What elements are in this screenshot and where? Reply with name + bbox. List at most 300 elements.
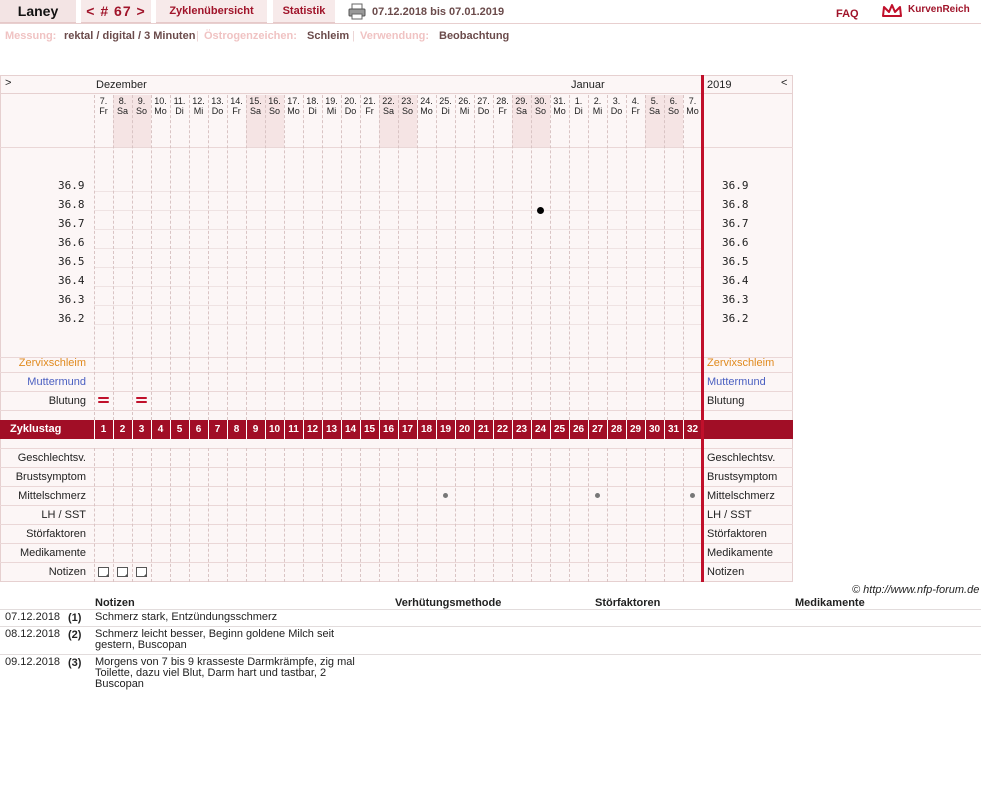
cycle-day-divider: [645, 420, 646, 439]
meta-label-estrogen: Östrogenzeichen:: [204, 30, 297, 42]
cycle-day-number[interactable]: 19: [439, 424, 452, 435]
table-row-note: Morgens von 7 bis 9 krasseste Darmkrämpfe, zig mal: [95, 656, 355, 668]
day-grid-line: [588, 448, 589, 582]
year-label: 2019: [707, 79, 732, 91]
day-grid-line: [151, 448, 152, 582]
cycle-day-number[interactable]: 2: [119, 424, 126, 435]
day-grid-line: [284, 95, 285, 420]
weekday: So: [401, 106, 413, 116]
day-number: 10.: [154, 96, 167, 106]
bleeding-mark[interactable]: [98, 397, 109, 399]
grid-row-line: [0, 391, 793, 392]
cycle-day-number[interactable]: 6: [195, 424, 202, 435]
meta-value-measurement: rektal / digital / 3 Minuten: [64, 30, 196, 42]
day-grid-line: [208, 448, 209, 582]
weekday: Sa: [249, 106, 261, 116]
temperature-label: 36.8: [58, 198, 85, 211]
weekday: Fr: [99, 106, 108, 116]
day-number: 12.: [192, 96, 205, 106]
day-grid-line: [569, 448, 570, 582]
day-number: 2.: [593, 96, 602, 106]
day-grid-line: [170, 448, 171, 582]
day-grid-line: [455, 448, 456, 582]
cycle-number[interactable]: < # 67 >: [86, 3, 146, 19]
day-grid-line: [227, 448, 228, 582]
day-number: 11.: [173, 96, 186, 106]
day-label: [569, 96, 588, 116]
cycle-day-number[interactable]: 20: [458, 424, 471, 435]
day-grid-line: [569, 95, 570, 420]
cycle-nav[interactable]: [81, 0, 151, 23]
weekday: Fr: [232, 106, 241, 116]
day-number: 28.: [496, 96, 509, 106]
day-grid-line: [512, 95, 513, 420]
row-label-medication-right: Medikamente: [707, 547, 774, 559]
cycle-day-divider: [607, 420, 608, 439]
cycle-day-divider: [360, 420, 361, 439]
cycle-day-number[interactable]: 18: [420, 424, 433, 435]
cycle-day-divider: [664, 420, 665, 439]
cycle-day-divider: [189, 420, 190, 439]
cycle-day-divider: [626, 420, 627, 439]
tab-cycle-overview-label[interactable]: Zyklenübersicht: [169, 5, 254, 17]
cycle-day-number[interactable]: 12: [306, 424, 319, 435]
day-grid-line: [303, 448, 304, 582]
day-number: 31.: [553, 96, 566, 106]
day-grid-line: [284, 448, 285, 582]
day-number: 27.: [477, 96, 490, 106]
cycle-day-number[interactable]: 31: [667, 424, 680, 435]
cycle-day-number[interactable]: 32: [686, 424, 699, 435]
weekday: Sa: [116, 106, 128, 116]
day-grid-line: [379, 95, 380, 420]
day-number: 19.: [325, 96, 338, 106]
day-grid-line: [113, 448, 114, 582]
cycle-day-divider: [455, 420, 456, 439]
note-icon[interactable]: [136, 567, 147, 577]
cycle-day-number[interactable]: 16: [382, 424, 395, 435]
day-label: [227, 96, 246, 116]
bleeding-mark[interactable]: [136, 401, 147, 403]
cycle-day-number[interactable]: 21: [477, 424, 490, 435]
day-label: [284, 96, 303, 116]
day-grid-line: [132, 95, 133, 420]
row-label-notes-right: Notizen: [707, 566, 745, 578]
cycle-day-divider: [474, 420, 475, 439]
cycle-day-number[interactable]: 4: [157, 424, 164, 435]
day-number: 6.: [669, 96, 678, 106]
cycle-day-number[interactable]: 11: [288, 424, 299, 435]
mittelschmerz-dot[interactable]: [443, 493, 448, 498]
temperature-label-right: 36.4: [722, 274, 749, 287]
day-label: [626, 96, 645, 116]
day-grid-line: [246, 95, 247, 420]
day-label: [607, 96, 626, 116]
temperature-label: 36.4: [58, 274, 85, 287]
table-divider: [0, 626, 981, 627]
day-label: [379, 96, 398, 116]
cycle-day-number[interactable]: 22: [496, 424, 509, 435]
table-header-notes: Notizen: [95, 597, 135, 609]
day-label: [341, 96, 360, 116]
weekday: Mo: [287, 106, 300, 116]
meta-value-usage: Beobachtung: [439, 30, 510, 42]
day-number: 14.: [230, 96, 243, 106]
cycle-day-number[interactable]: 27: [591, 424, 604, 435]
day-grid-line: [398, 448, 399, 582]
day-grid-line: [436, 95, 437, 420]
day-number: 26.: [458, 96, 471, 106]
day-label: [170, 96, 189, 116]
table-header-medication: Medikamente: [795, 597, 865, 609]
temperature-label: 36.2: [58, 312, 85, 325]
temperature-label-right: 36.3: [722, 293, 749, 306]
month-january: Januar: [571, 79, 605, 91]
cycle-day-divider: [683, 420, 684, 439]
weekday: Sa: [515, 106, 527, 116]
day-grid-line: [151, 95, 152, 420]
weekday: Fr: [631, 106, 640, 116]
row-label-medication: Medikamente: [19, 547, 86, 559]
cycle-day-divider: [379, 420, 380, 439]
printer-icon[interactable]: [348, 3, 366, 20]
row-label-disturbances: Störfaktoren: [26, 528, 86, 540]
day-number: 13.: [211, 96, 224, 106]
header-divider: [0, 23, 981, 24]
day-grid-line: [170, 95, 171, 420]
day-grid-line: [626, 95, 627, 420]
cycle-day-divider: [531, 420, 532, 439]
row-label-cervical-mucus-right: Zervixschleim: [707, 357, 775, 369]
cycle-day-number[interactable]: 17: [401, 424, 414, 435]
row-label-intercourse: Geschlechtsv.: [17, 452, 86, 464]
cycle-day-number[interactable]: 5: [176, 424, 183, 435]
copyright-link[interactable]: © http://www.nfp-forum.de: [852, 584, 980, 596]
day-number: 8.: [118, 96, 127, 106]
cycle-day-divider: [588, 420, 589, 439]
weekday: Di: [441, 106, 450, 116]
table-row-note: gestern, Buscopan: [95, 639, 187, 651]
weekday: Fr: [498, 106, 507, 116]
cycle-day-number[interactable]: 1: [100, 424, 107, 435]
weekday: So: [268, 106, 280, 116]
day-grid-line: [398, 95, 399, 420]
row-label-mittelschmerz-right: Mittelschmerz: [707, 490, 775, 502]
bleeding-mark[interactable]: [136, 397, 147, 399]
brand-logo[interactable]: KurvenReich: [908, 4, 970, 15]
bleeding-mark[interactable]: [98, 401, 109, 403]
weekday: Do: [344, 106, 357, 116]
day-grid-line: [588, 95, 589, 420]
table-row-date: 08.12.2018: [5, 628, 61, 640]
day-number: 25.: [439, 96, 452, 106]
row-label-cervix-right: Muttermund: [707, 376, 766, 388]
row-label-breast-symptom: Brustsymptom: [15, 471, 86, 483]
cycle-day-number[interactable]: 25: [553, 424, 566, 435]
table-row-index: (3): [68, 657, 82, 669]
user-name-text: Laney: [17, 3, 59, 19]
table-row-index: (2): [68, 629, 82, 641]
day-label: [645, 96, 664, 116]
day-label: [474, 96, 493, 116]
day-number: 20.: [344, 96, 357, 106]
day-label: [246, 96, 265, 116]
day-number: 9.: [137, 96, 146, 106]
grid-row-line: [0, 372, 793, 373]
day-grid-line: [626, 448, 627, 582]
grid-row-line: [0, 505, 793, 506]
temperature-label-right: 36.2: [722, 312, 749, 325]
grid-row-line: [0, 486, 793, 487]
day-grid-line: [417, 95, 418, 420]
cycle-day-number[interactable]: 29: [629, 424, 642, 435]
day-number: 23.: [401, 96, 414, 106]
note-icon[interactable]: [98, 567, 109, 577]
row-label-cervix: Muttermund: [27, 376, 86, 388]
day-label: [436, 96, 455, 116]
cycle-day-number[interactable]: 28: [610, 424, 623, 435]
month-december: Dezember: [96, 79, 147, 91]
cycle-day-number[interactable]: 15: [363, 424, 376, 435]
day-grid-line: [531, 448, 532, 582]
day-label: [512, 96, 531, 116]
weekday: Do: [211, 106, 224, 116]
day-grid-line: [94, 448, 95, 582]
day-grid-line: [189, 95, 190, 420]
row-label-disturbances-right: Störfaktoren: [707, 528, 767, 540]
day-grid-line: [436, 448, 437, 582]
weekday: Mi: [193, 106, 204, 116]
day-label: [151, 96, 170, 116]
weekday: So: [534, 106, 546, 116]
row-label-breast-symptom-right: Brustsymptom: [707, 471, 778, 483]
day-grid-line: [493, 95, 494, 420]
tab-statistics-label[interactable]: Statistik: [282, 5, 326, 17]
day-number: 29.: [515, 96, 528, 106]
note-icon[interactable]: [117, 567, 128, 577]
temperature-label: 36.5: [58, 255, 85, 268]
day-number: 3.: [612, 96, 621, 106]
day-label: [588, 96, 607, 116]
day-grid-line: [474, 95, 475, 420]
cycle-day-divider: [132, 420, 133, 439]
row-label-lh-test-right: LH / SST: [707, 509, 752, 521]
day-grid-line: [531, 95, 532, 420]
weekday: Di: [308, 106, 317, 116]
temperature-label: 36.9: [58, 179, 85, 192]
day-grid-line: [550, 448, 551, 582]
grid-row-line: [0, 357, 793, 358]
weekday: Sa: [648, 106, 660, 116]
day-grid-line: [550, 95, 551, 420]
grid-row-line: [0, 562, 793, 563]
day-grid-line: [265, 95, 266, 420]
weekday: Di: [175, 106, 184, 116]
day-number: 4.: [631, 96, 640, 106]
cycle-day-number[interactable]: 23: [515, 424, 528, 435]
day-grid-line: [322, 448, 323, 582]
day-label: [113, 96, 132, 116]
day-grid-line: [189, 448, 190, 582]
day-number: 15.: [249, 96, 262, 106]
grid-row-line: [0, 410, 793, 411]
temperature-label-right: 36.5: [722, 255, 749, 268]
day-number: 21.: [363, 96, 376, 106]
weekday: Do: [610, 106, 623, 116]
row-label-intercourse-right: Geschlechtsv.: [707, 452, 776, 464]
user-name: [0, 0, 76, 23]
day-number: 22.: [382, 96, 395, 106]
cycle-day-divider: [246, 420, 247, 439]
day-label: [94, 96, 113, 116]
day-grid-line: [208, 95, 209, 420]
day-grid-line: [360, 95, 361, 420]
crown-icon[interactable]: [881, 2, 903, 20]
nav-next-button[interactable]: <: [781, 77, 788, 89]
row-label-bleeding-right: Blutung: [707, 395, 745, 407]
temperature-label-right: 36.6: [722, 236, 749, 249]
cycle-day-number[interactable]: 3: [138, 424, 145, 435]
weekday: Mi: [592, 106, 603, 116]
cycle-day-number[interactable]: 26: [572, 424, 585, 435]
nav-prev-button[interactable]: >: [5, 77, 12, 89]
meta-label-usage: Verwendung:: [360, 30, 430, 42]
cycle-day-number[interactable]: 9: [252, 424, 259, 435]
cycle-day-divider: [151, 420, 152, 439]
day-label: [398, 96, 417, 116]
day-number: 17.: [287, 96, 300, 106]
meta-separator: |: [352, 30, 355, 42]
weekday: Mo: [154, 106, 167, 116]
day-label: [208, 96, 227, 116]
cycle-day-divider: [569, 420, 570, 439]
cycle-day-label: Zyklustag: [10, 423, 62, 435]
day-grid-line: [360, 448, 361, 582]
temperature-label-right: 36.7: [722, 217, 749, 230]
cycle-day-divider: [170, 420, 171, 439]
cycle-day-number[interactable]: 7: [214, 424, 221, 435]
tab-cycle-overview[interactable]: [156, 0, 267, 23]
cycle-day-number[interactable]: 14: [344, 424, 357, 435]
cycle-day-number[interactable]: 13: [325, 424, 338, 435]
day-number: 30.: [534, 96, 547, 106]
day-grid-line: [664, 448, 665, 582]
cycle-day-divider: [398, 420, 399, 439]
cycle-end-marker: [701, 75, 704, 582]
day-grid-line: [379, 448, 380, 582]
weekday: Mi: [326, 106, 337, 116]
day-label: [132, 96, 151, 116]
cycle-day-divider: [341, 420, 342, 439]
day-grid-line: [683, 95, 684, 420]
day-grid-line: [265, 448, 266, 582]
weekday: So: [667, 106, 679, 116]
tab-statistics[interactable]: [273, 0, 335, 23]
day-grid-line: [322, 95, 323, 420]
cycle-day-number[interactable]: 8: [233, 424, 240, 435]
grid-row-line: [0, 524, 793, 525]
temperature-label-right: 36.8: [722, 198, 749, 211]
temperature-point[interactable]: [537, 207, 544, 214]
day-grid-line: [512, 448, 513, 582]
day-label: [265, 96, 284, 116]
table-row-note: Toilette, dazu viel Blut, Darm hart und tastbar, 2: [95, 667, 327, 679]
weekday: Do: [477, 106, 490, 116]
weekday: Fr: [365, 106, 374, 116]
cycle-day-number[interactable]: 10: [268, 424, 281, 435]
day-grid-line: [341, 95, 342, 420]
day-grid-line: [645, 448, 646, 582]
grid-row-line: [0, 448, 793, 449]
day-grid-line: [94, 95, 95, 420]
mittelschmerz-dot[interactable]: [690, 493, 695, 498]
meta-separator: |: [196, 30, 199, 42]
table-row-note: Buscopan: [95, 678, 144, 690]
day-grid-line: [493, 448, 494, 582]
table-row-index: (1): [68, 612, 82, 624]
day-label: [550, 96, 569, 116]
table-header-disturbances: Störfaktoren: [595, 597, 661, 609]
cycle-day-divider: [550, 420, 551, 439]
meta-label-measurement: Messung:: [5, 30, 57, 42]
table-divider: [0, 654, 981, 655]
weekday: So: [135, 106, 147, 116]
cycle-day-divider: [512, 420, 513, 439]
table-row-date: 09.12.2018: [5, 656, 61, 668]
temperature-label: 36.7: [58, 217, 85, 230]
weekday: Sa: [382, 106, 394, 116]
day-grid-line: [246, 448, 247, 582]
table-row-note: Schmerz leicht besser, Beginn goldene Milch seit: [95, 628, 335, 640]
day-grid-line: [607, 448, 608, 582]
day-grid-line: [664, 95, 665, 420]
table-row-date: 07.12.2018: [5, 611, 61, 623]
weekday: Mo: [553, 106, 566, 116]
cycle-day-divider: [303, 420, 304, 439]
cycle-day-number[interactable]: 24: [534, 424, 547, 435]
weekday: Mi: [459, 106, 470, 116]
day-label: [360, 96, 379, 116]
day-grid-line: [113, 95, 114, 420]
mittelschmerz-dot[interactable]: [595, 493, 600, 498]
day-grid-line: [417, 448, 418, 582]
day-number: 1.: [574, 96, 583, 106]
row-label-cervical-mucus: Zervixschleim: [18, 357, 86, 369]
temperature-label: 36.6: [58, 236, 85, 249]
cycle-day-divider: [113, 420, 114, 439]
day-grid-line: [645, 95, 646, 420]
day-label: [683, 96, 702, 116]
day-grid-line: [607, 95, 608, 420]
day-number: 24.: [420, 96, 433, 106]
day-label: [189, 96, 208, 116]
grid-row-line: [0, 543, 793, 544]
faq-link[interactable]: FAQ: [836, 8, 859, 20]
day-number: 7.: [99, 96, 108, 106]
day-label: [531, 96, 550, 116]
temperature-label: 36.3: [58, 293, 85, 306]
cycle-day-divider: [322, 420, 323, 439]
table-divider: [0, 609, 981, 610]
meta-value-estrogen: Schleim: [307, 30, 350, 42]
day-grid-line: [227, 95, 228, 420]
cycle-day-number[interactable]: 30: [648, 424, 661, 435]
day-label: [664, 96, 683, 116]
temperature-label-right: 36.9: [722, 179, 749, 192]
cycle-day-divider: [227, 420, 228, 439]
cycle-day-divider: [417, 420, 418, 439]
day-grid-line: [683, 448, 684, 582]
